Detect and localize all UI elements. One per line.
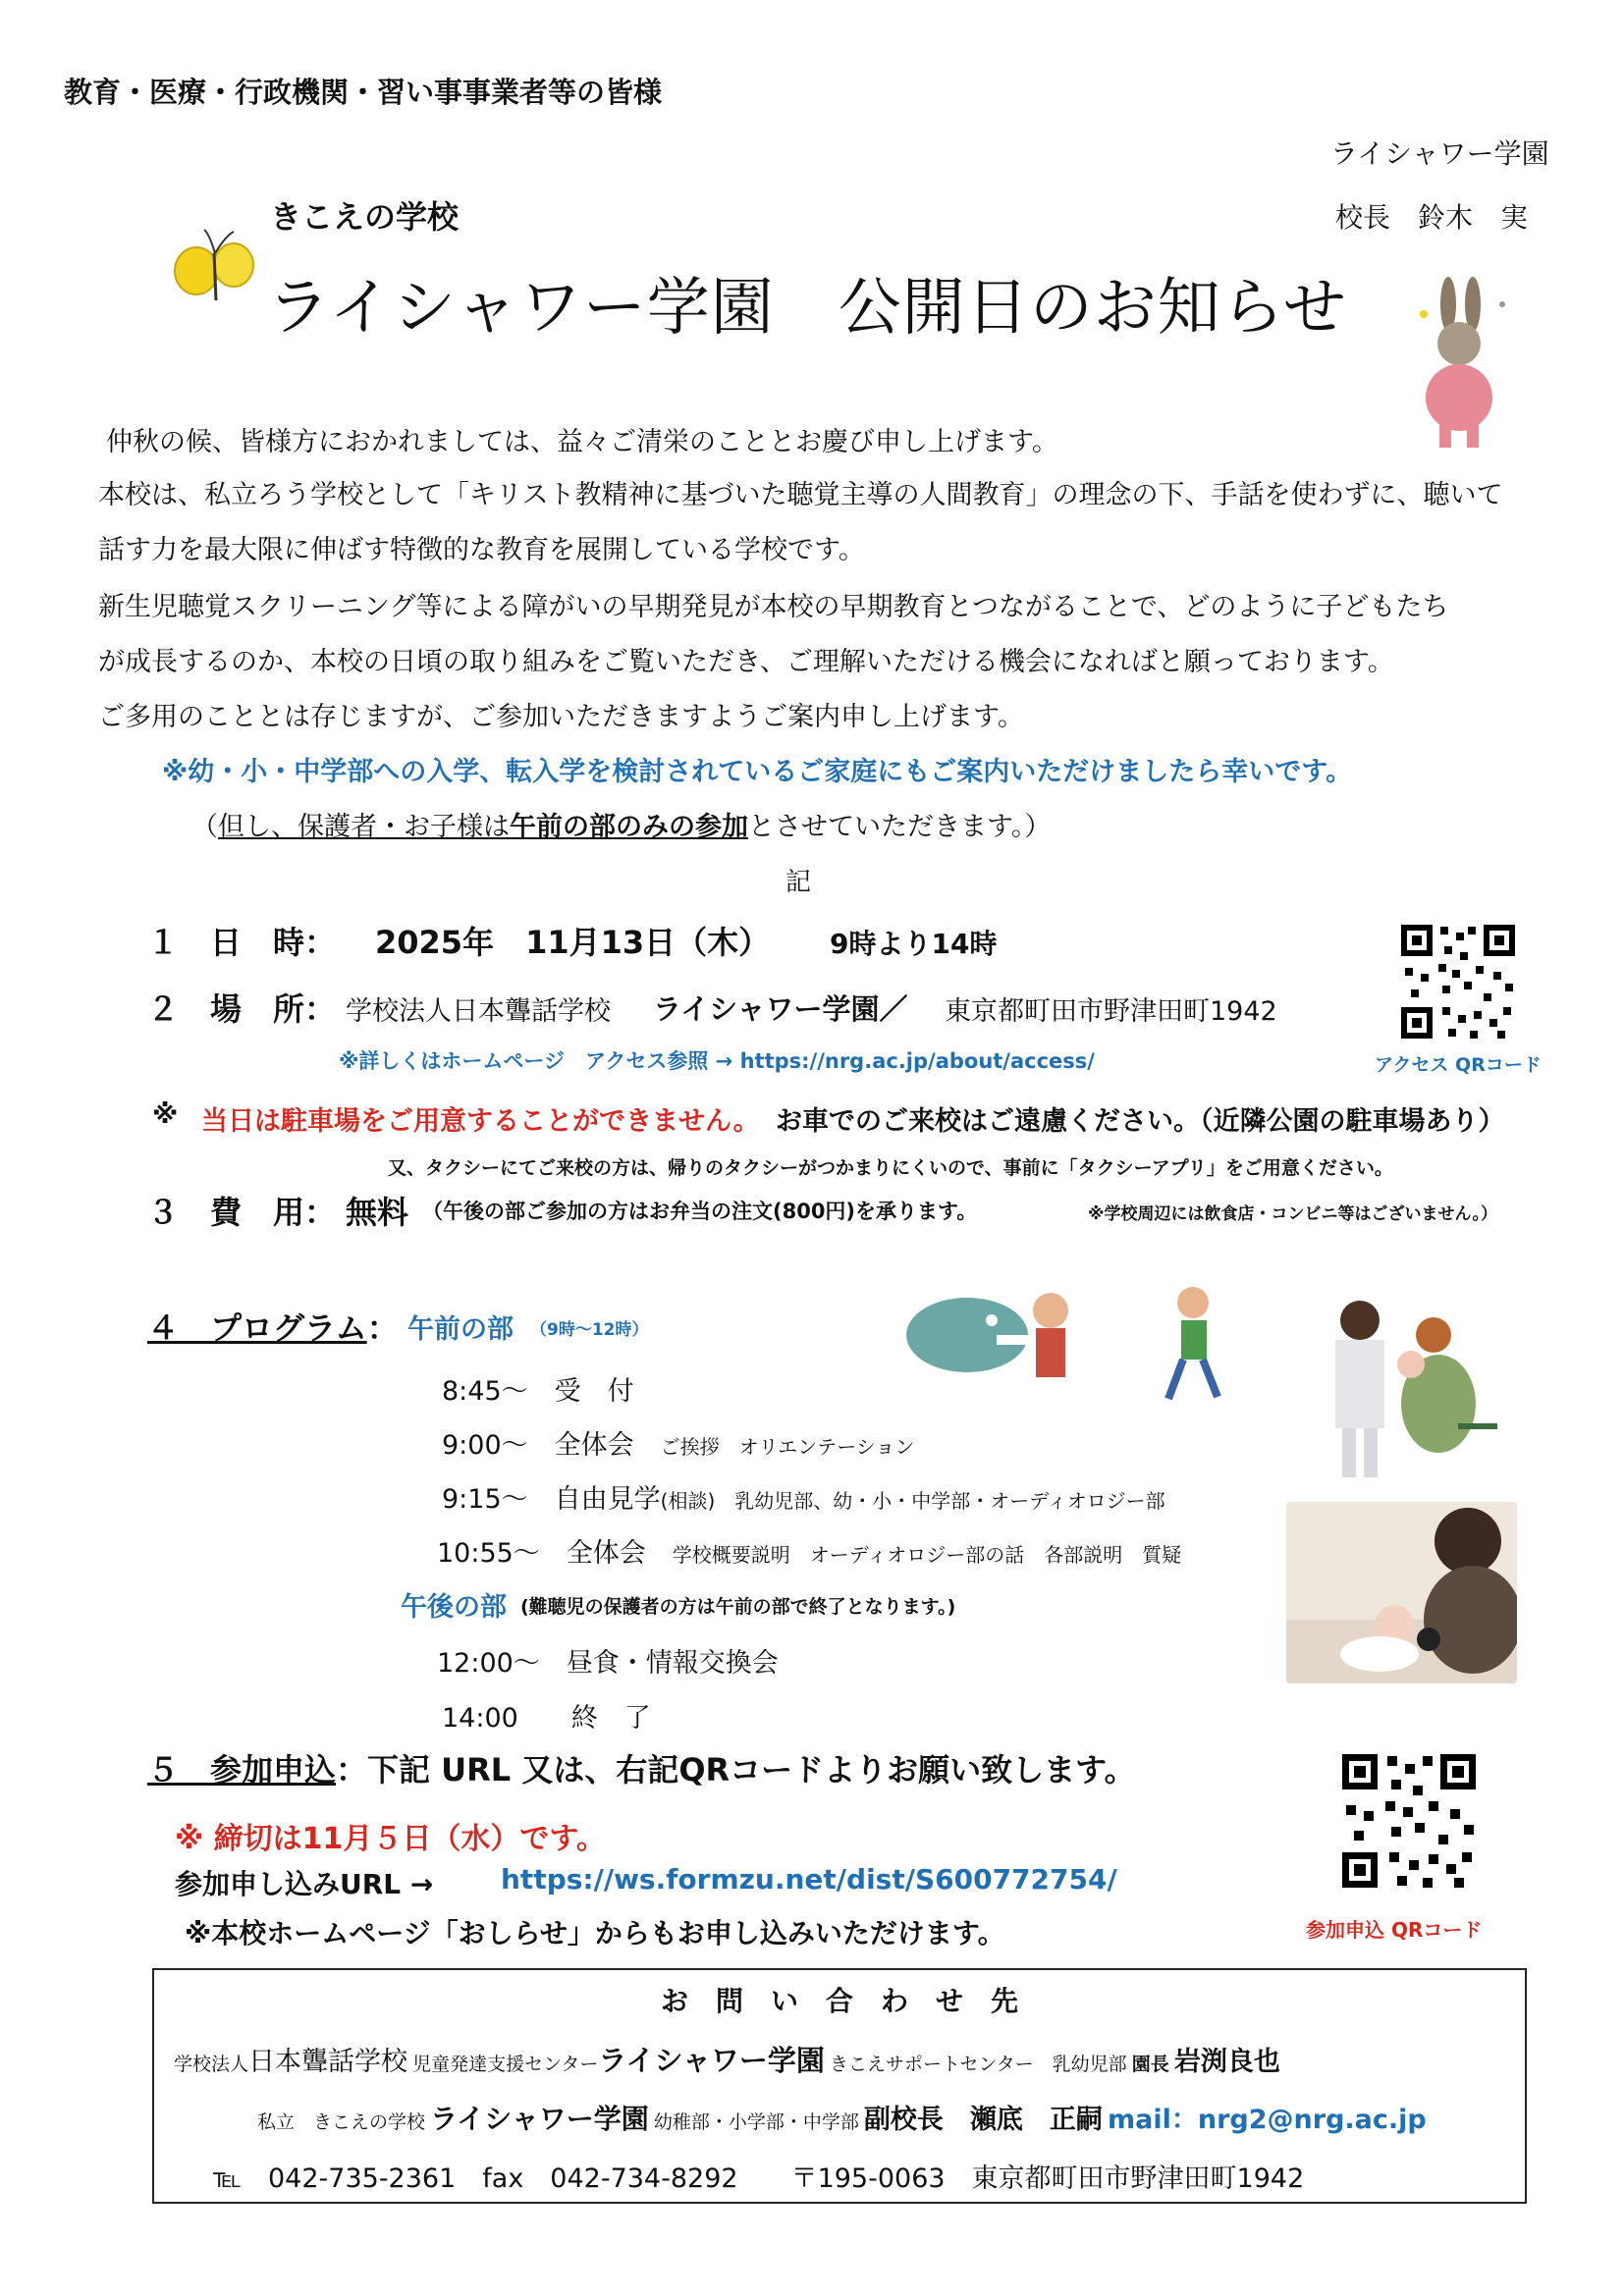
place-prefix: 学校法人日本聾話学校 bbox=[346, 996, 611, 1027]
contact-email[interactable]: mail：nrg2@nrg.ac.jp bbox=[1108, 2105, 1427, 2135]
pm-note: (難聴児の保護者の方は午前の部で終了となります。) bbox=[520, 1596, 956, 1618]
pm-label: 午後の部 bbox=[401, 1592, 507, 1623]
taxi-note: 又、タクシーにてご来校の方は、帰りのタクシーがつかまりにくいので、事前に「タクシーアプリ」をご用意ください。 bbox=[388, 1157, 1393, 1179]
apply-qr-code[interactable] bbox=[1340, 1752, 1478, 1890]
apply-label: ５ 参加申込：下記 URL 又は、右記QRコードよりお願い致します。 bbox=[147, 1751, 1136, 1789]
date-time: 9時より14時 bbox=[830, 928, 998, 960]
program-row: 9:00～ 全体会 ご挨拶 オリエンテーション bbox=[442, 1430, 915, 1461]
fee-note-extra: ※学校周辺には飲食店・コンビニ等はございません。） bbox=[1088, 1204, 1498, 1224]
organization: ライシャワー学園 bbox=[1330, 137, 1549, 170]
program-row: 12:00～ 昼食・情報交換会 bbox=[437, 1648, 779, 1679]
fee-note: （午後の部ご参加の方はお弁当の注文(800円)を承ります。 bbox=[422, 1200, 978, 1223]
apply-qr-label: 参加申込 QRコード bbox=[1306, 1918, 1483, 1942]
program-row: 9:15～ 自由見学(相談) 乳幼児部、幼・小・中学部・オーディオロジー部 bbox=[442, 1484, 1165, 1515]
guardian-note: （但し、保護者・お子様は午前の部のみの参加とさせていただきます。） bbox=[191, 812, 1052, 842]
homepage-note: ※本校ホームページ「おしらせ」からもお申し込みいただけます。 bbox=[185, 1917, 1005, 1949]
intro-line-2: 話す力を最大限に伸ばす特徴的な教育を展開している学校です。 bbox=[98, 535, 865, 565]
baby-photo bbox=[1286, 1502, 1517, 1683]
program-row: 14:00 終 了 bbox=[442, 1703, 651, 1734]
access-link[interactable]: ※詳しくはホームページ アクセス参照 → https://nrg.ac.jp/about/access/ bbox=[339, 1049, 1095, 1073]
apply-url-label: 参加申し込みURL → bbox=[175, 1868, 434, 1900]
fee-value: 無料 bbox=[346, 1194, 409, 1231]
program-label: ４ プログラム： bbox=[147, 1309, 399, 1347]
page-title: ライシャワー学園 公開日のお知らせ bbox=[267, 272, 1347, 345]
parking-mark: ※ bbox=[152, 1099, 179, 1130]
principal: 校長 鈴木 実 bbox=[1335, 201, 1529, 234]
teacher-child-illustration bbox=[1301, 1286, 1507, 1482]
greeting-paragraph: 仲秋の候、皆様方におかれましては、益々ご清栄のこととお慶び申し上げます。 bbox=[106, 427, 1058, 457]
contact-box bbox=[152, 1968, 1527, 2204]
place-address: 東京都町田市野津田町1942 bbox=[945, 996, 1277, 1027]
intro-line-3: 新生児聴覚スクリーニング等による障がいの早期発見が本校の早期教育とつながることで、どのように子どもたち bbox=[98, 592, 1449, 622]
butterfly-illustration bbox=[165, 224, 263, 322]
access-qr-label: アクセス QRコード bbox=[1375, 1054, 1542, 1076]
children-illustration bbox=[898, 1281, 1252, 1418]
am-label: 午前の部 bbox=[407, 1314, 514, 1345]
intro-line-4: が成長するのか、本校の日頃の取り組みをご覧いただき、ご理解いただける機会になればと願っております。 bbox=[98, 647, 1394, 677]
audience-line: 教育・医療・行政機関・習い事事業者等の皆様 bbox=[64, 76, 663, 109]
program-row: 10:55～ 全体会 学校概要説明 オーディオロジー部の話 各部説明 質疑 bbox=[437, 1538, 1182, 1569]
am-time: （9時～12時） bbox=[530, 1320, 649, 1340]
place-name: ライシャワー学園／ bbox=[653, 992, 908, 1026]
access-qr-code[interactable] bbox=[1399, 923, 1517, 1041]
rabbit-illustration bbox=[1394, 275, 1522, 452]
contact-line-3: ℡ 042-735-2361 fax 042-734-8292 〒195-0063 東京都町田市野津田町1942 bbox=[213, 2163, 1305, 2194]
contact-heading: お 問 い 合 わ せ 先 bbox=[660, 1985, 1018, 2017]
contact-line-2: 私立 きこえの学校 ライシャワー学園 幼稚部・小学部・中学部 副校長 瀬底 正嗣 mail：nrg2@nrg.ac.jp bbox=[257, 2103, 1427, 2135]
contact-line-1: 学校法人日本聾話学校 児童発達支援センターライシャワー学園 きこえサポートセンター 乳幼児部 園長 岩渕良也 bbox=[174, 2044, 1280, 2077]
admission-note: ※幼・小・中学部への入学、転入学を検討されているご家庭にもご案内いただけましたら幸いです。 bbox=[162, 757, 1353, 787]
apply-url-link[interactable]: https://ws.formzu.net/dist/S600772754/ bbox=[501, 1863, 1117, 1896]
program-row: 8:45～ 受 付 bbox=[442, 1376, 634, 1407]
intro-line-1: 本校は、私立ろう学校として「キリスト教精神に基づいた聴覚主導の人間教育」の理念の下、手話を使わずに、聴いて bbox=[98, 480, 1503, 510]
ki-mark: 記 bbox=[785, 868, 812, 897]
place-label: ２ 場 所： bbox=[147, 990, 337, 1028]
deadline: ※ 締切は11月５日（水）です。 bbox=[175, 1822, 606, 1856]
parking-warning: 当日は駐車場をご用意することができません。 bbox=[201, 1106, 760, 1137]
parking-note: お車でのご来校はご遠慮ください。（近隣公園の駐車場あり） bbox=[776, 1106, 1505, 1137]
fee-label: ３ 費 用： bbox=[147, 1194, 337, 1231]
date-value: 2025年 11月13日（木） bbox=[375, 924, 771, 961]
subtitle: きこえの学校 bbox=[270, 198, 460, 236]
intro-line-5: ご多用のこととは存じますが、ご参加いただきますようご案内申し上げます。 bbox=[98, 702, 1024, 732]
date-label: １ 日 時： bbox=[147, 924, 337, 961]
